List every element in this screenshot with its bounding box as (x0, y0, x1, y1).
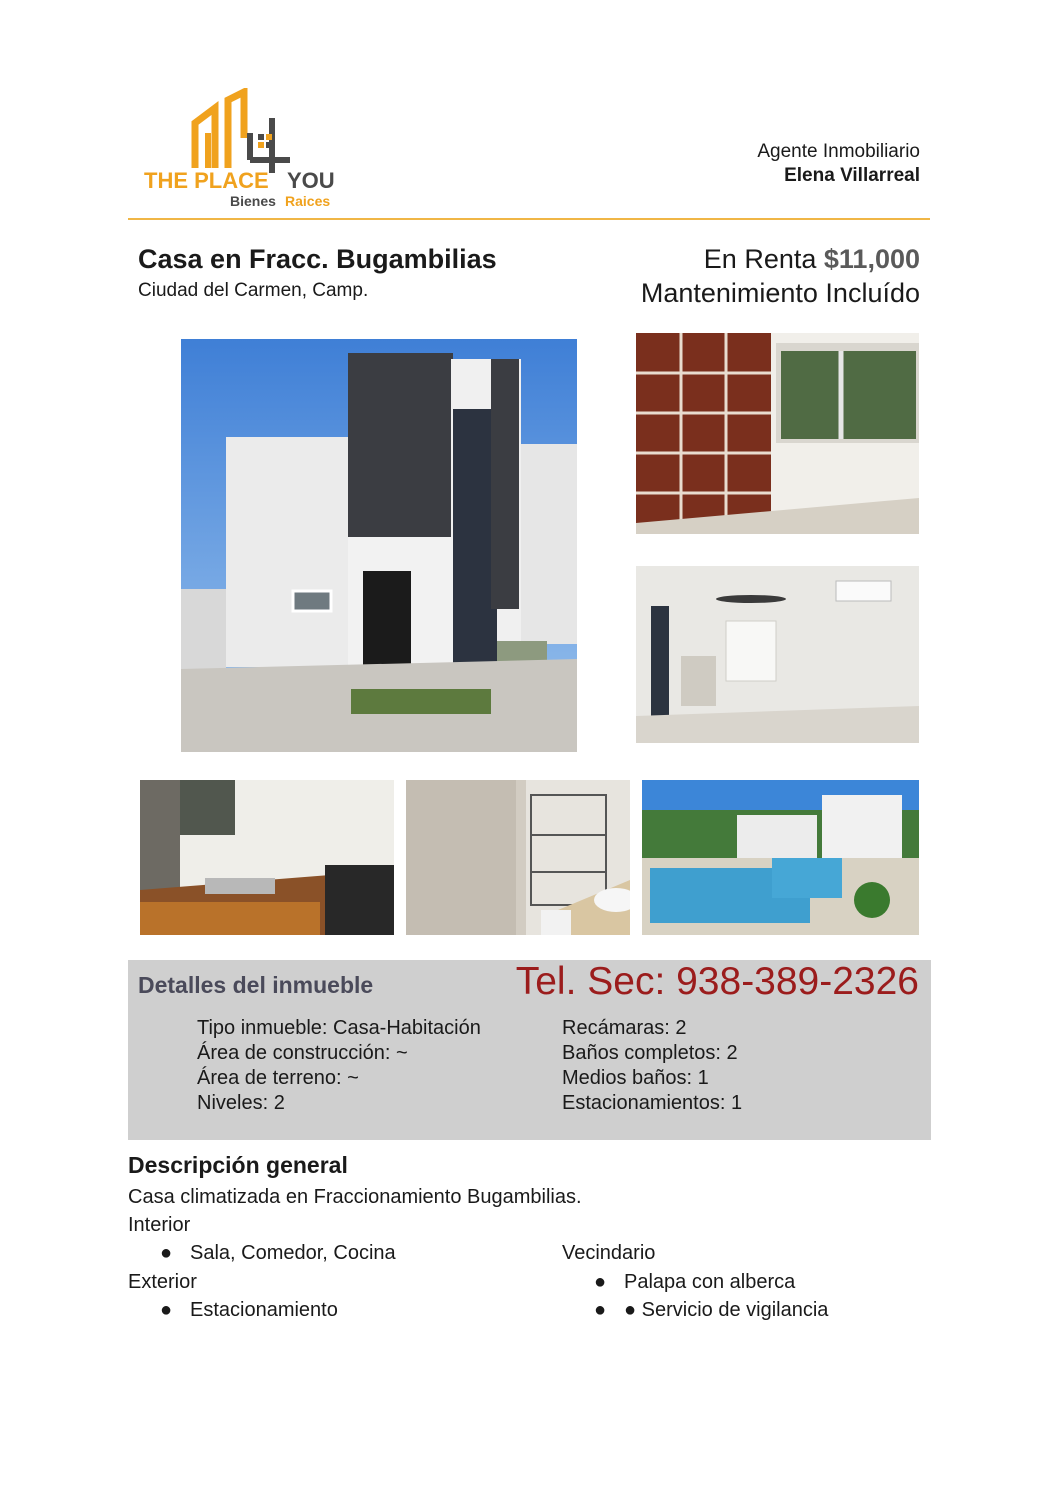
detail-full-baths: Baños completos: 2 (562, 1042, 738, 1064)
pool-palapa-photo (642, 780, 919, 935)
logo-text-main: THE PLACE (144, 168, 269, 193)
detail-property-type: Tipo inmueble: Casa-Habitación (197, 1017, 481, 1039)
agent-block (757, 140, 920, 188)
vecindario-label: Vecindario (562, 1242, 656, 1264)
interior-item (160, 1242, 396, 1265)
company-logo (140, 88, 350, 213)
agent-name: Elena Villarreal (784, 165, 920, 186)
bullet-icon: ● (160, 1299, 173, 1321)
exterior-label: Exterior (128, 1271, 197, 1293)
details-heading: Detalles del inmueble (138, 972, 374, 998)
living-room-shelf-photo (636, 333, 919, 534)
bathroom-photo (406, 780, 630, 935)
logo-text-you: YOU (287, 168, 335, 193)
detail-half-baths: Medios baños: 1 (562, 1067, 709, 1089)
exterior-item (160, 1299, 338, 1322)
detail-bedrooms: Recámaras: 2 (562, 1017, 687, 1039)
details-left-list (197, 1016, 481, 1116)
property-location: Ciudad del Carmen, Camp. (138, 280, 369, 301)
vecindario-item-text: ● Servicio de vigilancia (624, 1299, 829, 1321)
facade-photo (181, 339, 577, 752)
price-amount: $11,000 (823, 244, 920, 274)
detail-construction-area: Área de construcción: ~ (197, 1042, 408, 1064)
description-intro: Casa climatizada en Fraccionamiento Bugambilias. (128, 1186, 582, 1208)
bullet-icon: ● (594, 1299, 607, 1321)
header-divider (128, 218, 930, 220)
maintenance-note: Mantenimiento Incluído (640, 278, 920, 308)
phone-number: Tel. Sec: 938-389-2326 (515, 960, 919, 1003)
property-title: Casa en Fracc. Bugambilias (138, 244, 497, 274)
kitchen-sink-photo (140, 780, 394, 935)
interior-item-text: Sala, Comedor, Cocina (190, 1242, 396, 1264)
price-prefix: En Renta (703, 244, 817, 274)
vecindario-item-text: Palapa con alberca (624, 1271, 796, 1293)
detail-levels: Niveles: 2 (197, 1092, 285, 1114)
vecindario-item (594, 1271, 795, 1294)
logo-sub-2: Raices (285, 193, 331, 209)
interior-label: Interior (128, 1214, 191, 1236)
details-right-list (562, 1016, 742, 1116)
detail-parking: Estacionamientos: 1 (562, 1092, 743, 1114)
description-heading: Descripción general (128, 1152, 348, 1178)
bullet-icon: ● (594, 1271, 607, 1293)
bullet-icon: ● (160, 1242, 173, 1264)
exterior-item-text: Estacionamiento (190, 1299, 338, 1321)
price-line (704, 244, 920, 275)
logo-sub-1: Bienes (230, 193, 276, 209)
living-room-stairs-photo (636, 566, 919, 743)
detail-land-area: Área de terreno: ~ (197, 1067, 359, 1089)
agent-role: Agente Inmobiliario (757, 141, 920, 162)
vecindario-item (594, 1299, 828, 1322)
